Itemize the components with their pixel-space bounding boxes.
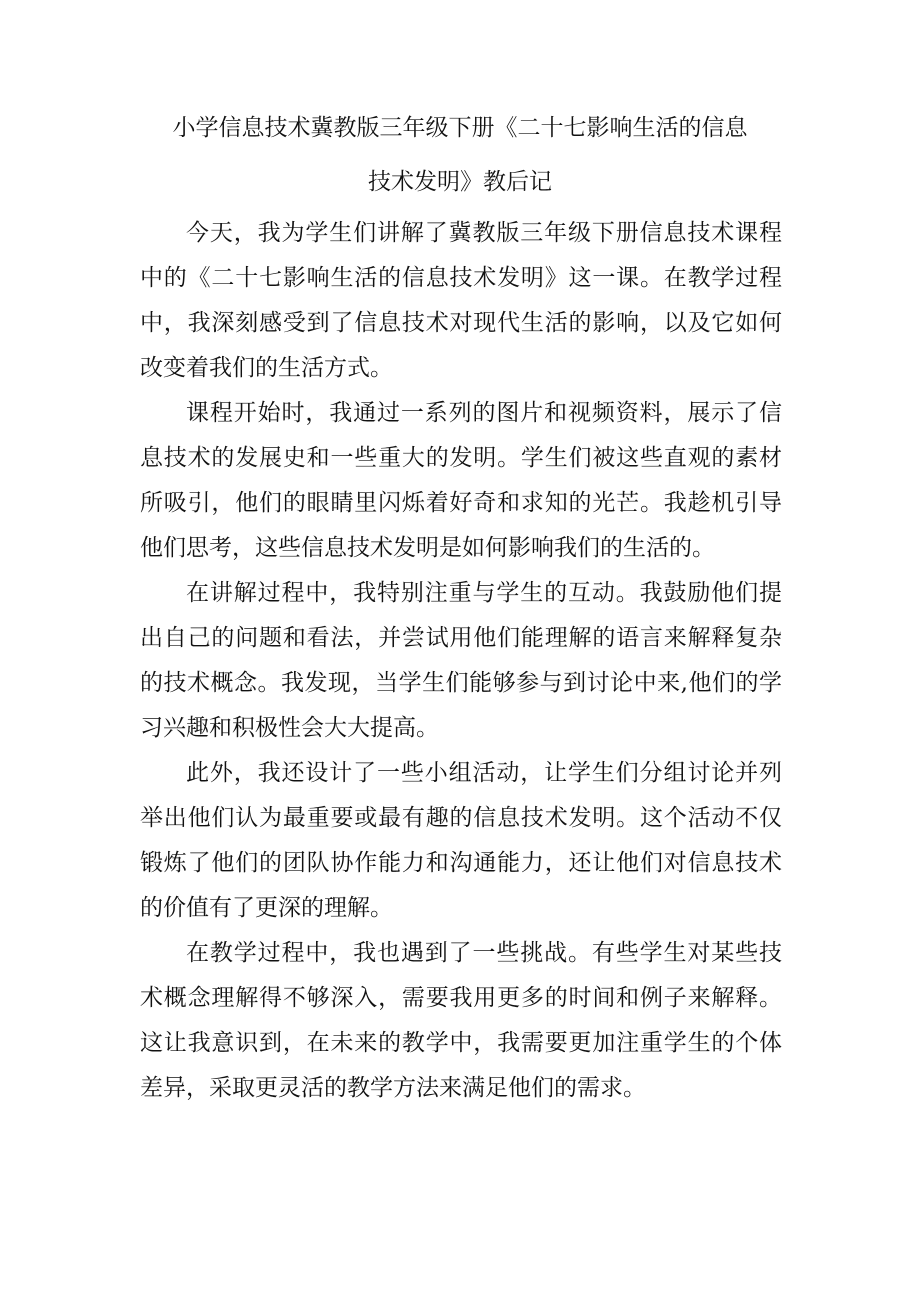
document-title-line-1: 小学信息技术冀教版三年级下册《二十七影响生活的信息 (172, 115, 748, 141)
paragraph: 今天，我为学生们讲解了冀教版三年级下册信息技术课程中的《二十七影响生活的信息技术发明》这一课。在教学过程中，我深刻感受到了信息技术对现代生活的影响，以及它如何改变着我们的生活方式。 (140, 220, 782, 381)
paragraph: 在教学过程中，我也遇到了一些挑战。有些学生对某些技术概念理解得不够深入，需要我用更多的时间和例子来解释。这让我意识到，在未来的教学中，我需要更加注重学生的个体差异，采取更灵活的教学方法来满足他们的需求。 (140, 940, 782, 1101)
paragraph: 课程开始时，我通过一系列的图片和视频资料，展示了信息技术的发展史和一些重大的发明。学生们被这些直观的素材所吸引，他们的眼睛里闪烁着好奇和求知的光芒。我趁机引导他们思考，这些信息技术发明是如何影响我们的生活的。 (140, 400, 782, 561)
paragraph: 在讲解过程中，我特别注重与学生的互动。我鼓励他们提出自己的问题和看法，并尝试用他们能理解的语言来解释复杂的技术概念。我发现，当学生们能够参与到讨论中来,他们的学习兴趣和积极性会大大提高。 (140, 580, 782, 741)
paragraph: 此外，我还设计了一些小组活动，让学生们分组讨论并列举出他们认为最重要或最有趣的信息技术发明。这个活动不仅锻炼了他们的团队协作能力和沟通能力，还让他们对信息技术的价值有了更深的理解。 (140, 760, 782, 921)
document-title-line-2: 技术发明》教后记 (368, 169, 552, 195)
document-body (140, 211, 782, 1111)
